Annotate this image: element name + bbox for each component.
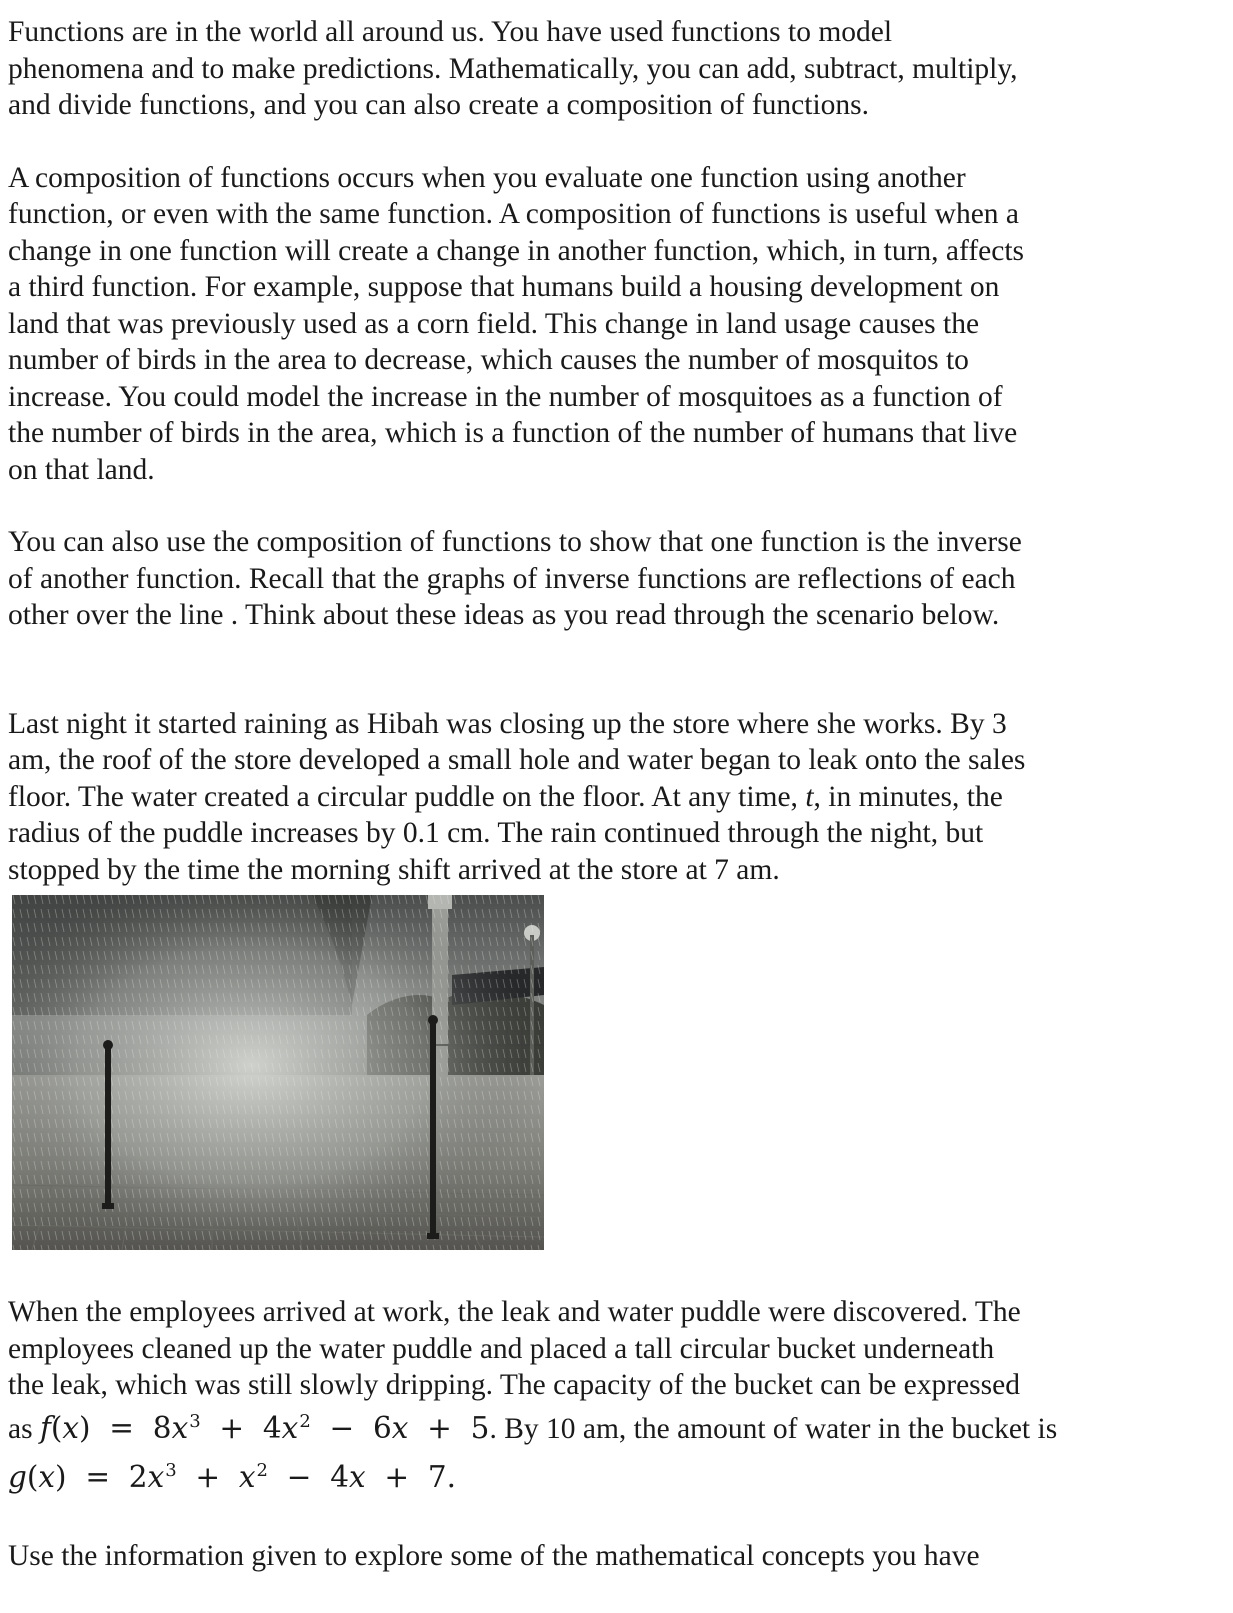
g-end-period: . — [446, 1459, 457, 1494]
f-variable: x — [62, 1410, 80, 1445]
f-formula-line: as $f(x) = 8x^3 + 4x^2 - 6x + 5$. By 10 am, the amount of water in the bucket is — [8, 1410, 1058, 1445]
text-line: Functions are in the world all around us. You have used functions to model — [8, 16, 893, 48]
time-variable: t — [805, 780, 814, 813]
f-coefficient-3: 8 — [152, 1410, 172, 1445]
g-coefficient-1: 4 — [330, 1459, 350, 1494]
text-line — [8, 779, 1223, 816]
f-exponent-2: 2 — [299, 1410, 311, 1432]
composition-paragraph — [8, 160, 1223, 489]
f-constant: 5 — [470, 1410, 490, 1445]
text-line: increase. You could model the increase in the number of mosquitoes as a function of — [8, 380, 1003, 413]
scenario-paragraph — [8, 706, 1223, 889]
intro-paragraph — [8, 14, 1223, 124]
text-line: number of birds in the area to decrease, which causes the number of mosquitos to — [8, 344, 969, 376]
text-line: on that land. — [8, 453, 155, 486]
g-function-name: g — [8, 1459, 27, 1494]
closing-paragraph — [8, 1538, 1223, 1575]
text-line: change in one function will create a change in another function, which, in turn, affects — [8, 234, 1025, 267]
text-segment: , in minutes, the — [813, 780, 1003, 813]
document-page — [8, 14, 1223, 1574]
text-line: the leak, which was still slowly dripping. The capacity of the bucket can be expressed — [8, 1369, 1020, 1401]
f-function-name: f — [39, 1410, 51, 1445]
g-exponent-3: 3 — [165, 1459, 177, 1481]
inverse-paragraph — [8, 524, 1223, 634]
text-line: Use the information given to explore some of the mathematical concepts you have — [8, 1539, 980, 1572]
f-coefficient-1: 6 — [373, 1410, 392, 1445]
bucket-paragraph — [8, 1294, 1223, 1502]
text-line: the number of birds in the area, which is a function of the number of humans that live — [8, 417, 1018, 449]
text-line: and divide functions, and you can also create a composition of functions. — [8, 89, 870, 121]
rain-street-photo — [12, 895, 544, 1250]
text-segment: . By 10 am, the amount of water in the bucket is — [489, 1412, 1058, 1445]
g-coefficient-3: 2 — [128, 1459, 148, 1494]
g-variable: x — [38, 1459, 56, 1494]
g-constant: 7 — [427, 1459, 447, 1494]
text-line: other over the line . Think about these ideas as you read through the scenario below. — [8, 599, 1000, 631]
g-formula-line: $g(x) = 2x^3 + x^2 - 4x + 7$. — [8, 1459, 457, 1494]
text-line: Last night it started raining as Hibah was closing up the store where she works. By 3 — [8, 707, 1007, 740]
text-line: When the employees arrived at work, the leak and water puddle were discovered. The — [8, 1296, 1021, 1328]
text-line: You can also use the composition of functions to show that one function is the inverse — [8, 526, 1022, 558]
text-line: of another function. Recall that the graphs of inverse functions are reflections of each — [8, 562, 1016, 595]
text-line: land that was previously used as a corn field. This change in land usage causes the — [8, 307, 980, 340]
text-line: employees cleaned up the water puddle and placed a tall circular bucket underneath — [8, 1332, 995, 1365]
text-segment: as — [8, 1412, 40, 1445]
text-segment: floor. The water created a circular puddle on the floor. At any time, — [8, 780, 806, 813]
f-exponent-3: 3 — [189, 1410, 201, 1432]
text-line: stopped by the time the morning shift arrived at the store at 7 am. — [8, 853, 780, 886]
text-line: a third function. For example, suppose that humans build a housing development on — [8, 271, 1000, 303]
text-line: radius of the puddle increases by 0.1 cm. The rain continued through the night, but — [8, 817, 984, 849]
text-line: phenomena and to make predictions. Mathematically, you can add, subtract, multiply, — [8, 52, 1018, 85]
text-line: am, the roof of the store developed a small hole and water began to leak onto the sales — [8, 744, 1026, 776]
text-line: A composition of functions occurs when you evaluate one function using another — [8, 161, 966, 194]
g-exponent-2: 2 — [256, 1459, 268, 1481]
f-coefficient-2: 4 — [262, 1410, 282, 1445]
text-line: function, or even with the same function. A composition of functions is useful when a — [8, 198, 1020, 230]
